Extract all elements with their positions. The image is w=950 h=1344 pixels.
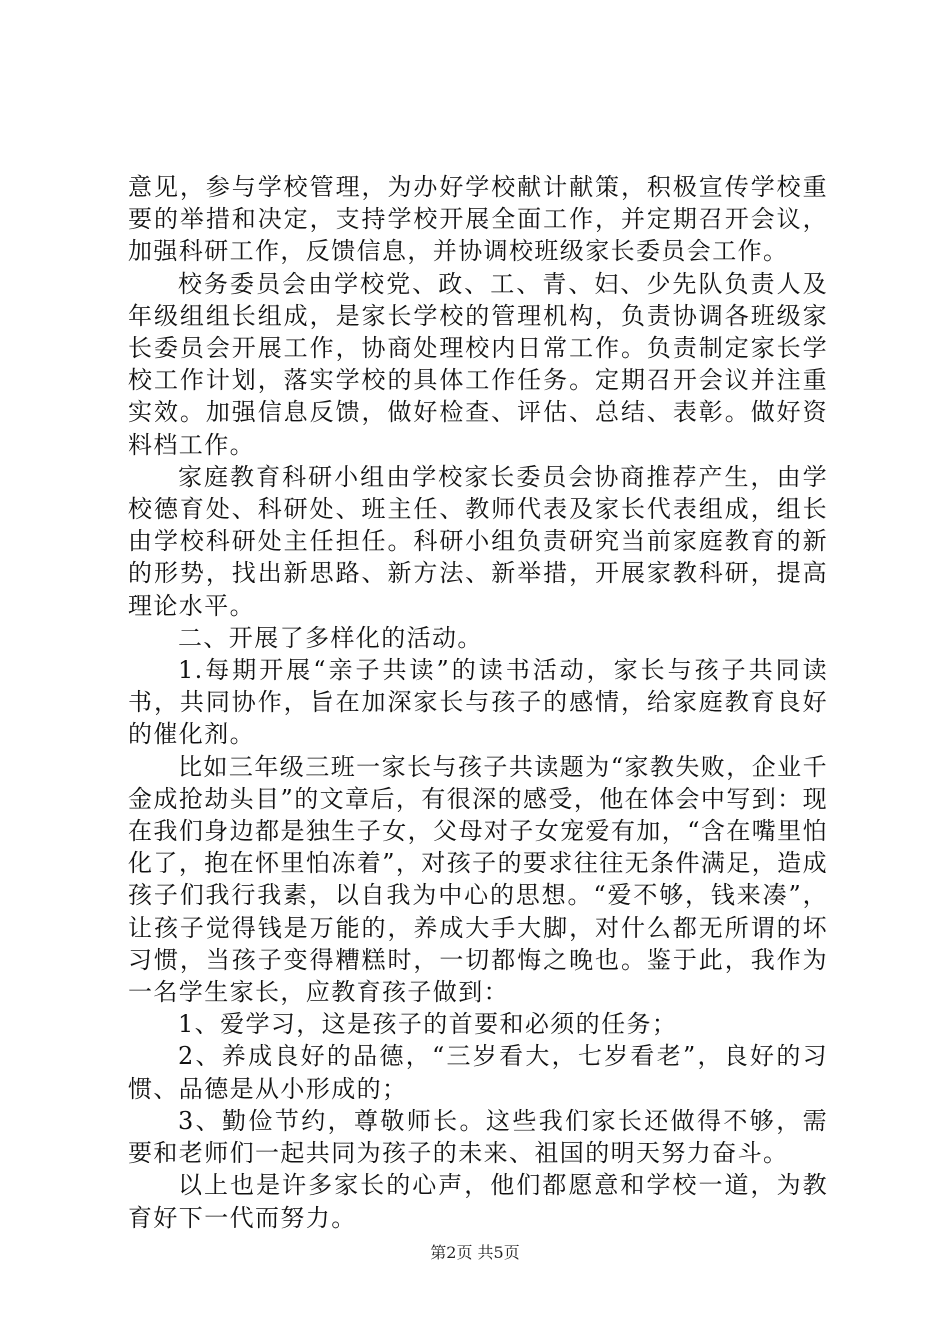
paragraph-4: 1.每期开展“亲子共读”的读书活动，家长与孩子共同读书，共同协作，旨在加深家长与孩子的感情，给家庭教育良好的催化剂。	[128, 656, 828, 749]
paragraph-2: 校务委员会由学校党、政、工、青、妇、少先队负责人及年级组组长组成，是家长学校的管理机构，负责协调各班级家长委员会开展工作，协商处理校内日常工作。负责制定家长学校工作计划，落实学校的具体工作任务。定期召开会议并注重实效。加强信息反馈，做好检查、评估、总结、表彰。做好资料档工作。	[128, 269, 828, 459]
section-heading: 二、开展了多样化的活动。	[178, 623, 483, 652]
page-footer: 第2页 共5页	[430, 1243, 520, 1262]
paragraph-3: 家庭教育科研小组由学校家长委员会协商推荐产生，由学校德育处、科研处、班主任、教师代表及家长代表组成，组长由学校科研处主任担任。科研小组负责研究当前家庭教育的新的形势，找出新思路、新方法、新举措，开展家教科研，提高理论水平。	[128, 462, 828, 620]
list-item-1: 1、爱学习，这是孩子的首要和必须的任务；	[178, 1010, 678, 1039]
list-item-2: 2、养成良好的品德，“三岁看大，七岁看老”，良好的习惯、品德是从小形成的；	[128, 1042, 828, 1103]
list-item-3: 3、勤俭节约，尊敬师长。这些我们家长还做得不够，需要和老师们一起共同为孩子的未来、祖国的明天努力奋斗。	[128, 1106, 828, 1168]
paragraph-1: 意见，参与学校管理，为办好学校献计献策，积极宣传学校重要的举措和决定，支持学校开展全面工作，并定期召开会议，加强科研工作，反馈信息，并协调校班级家长委员会工作。	[128, 173, 828, 266]
paragraph-6: 以上也是许多家长的心声，他们都愿意和学校一道，为教育好下一代而努力。	[128, 1171, 828, 1232]
body-text	[128, 171, 828, 1234]
paragraph-5: 比如三年级三班一家长与孩子共读题为“家教失败，企业千金成抢劫头目”的文章后，有很深的感受，他在体会中写到：现在我们身边都是独生子女，父母对子女宠爱有加，“含在嘴里怕化了，抱在怀里怕冻着”，对孩子的要求往往无条件满足，造成孩子们我行我素，以自我为中心的思想。“爱不够，钱来凑”，让孩子觉得钱是万能的，养成大手大脚，对什么都无所谓的坏习惯，当孩子变得糟糕时，一切都悔之晚也。鉴于此，我作为一名学生家长，应教育孩子做到：	[128, 752, 828, 1007]
